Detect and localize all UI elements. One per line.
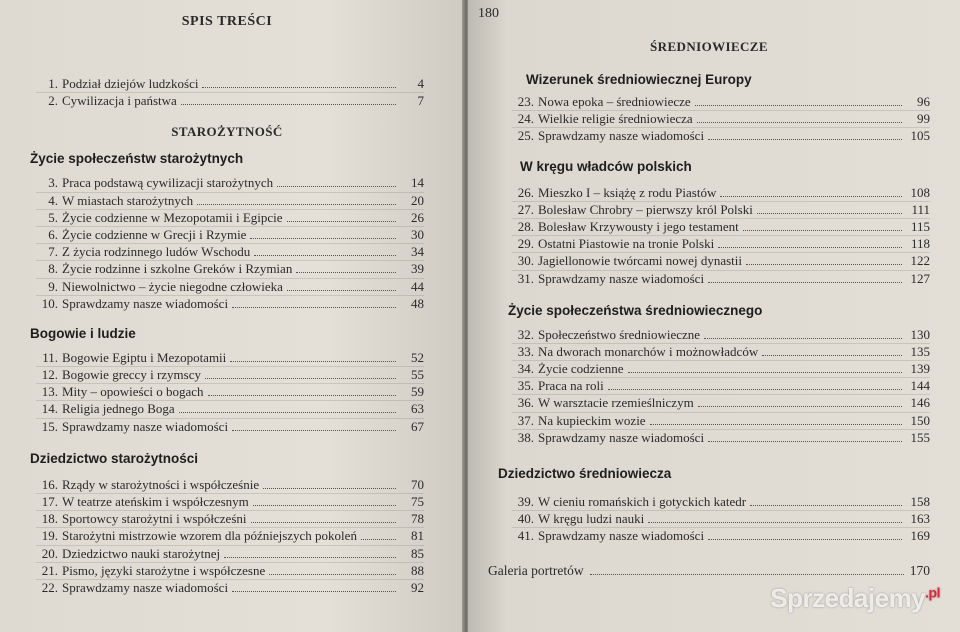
toc-entry: 14. Religia jednego Boga 63 xyxy=(36,400,424,417)
era-heading-middle-ages: ŚREDNIOWIECZE xyxy=(650,39,768,54)
toc-entry: 34. Życie codzienne 139 xyxy=(512,360,930,377)
toc-entry: 41. Sprawdzamy nasze wiadomości 169 xyxy=(512,527,930,544)
toc-entry: 22. Sprawdzamy nasze wiadomości 92 xyxy=(36,579,424,596)
section-title: W kręgu władców polskich xyxy=(520,158,692,174)
toc-entry: 17. W teatrze ateńskim i współczesnym 75 xyxy=(36,493,424,510)
toc-entry: 19. Starożytni mistrzowie wzorem dla późniejszych pokoleń 81 xyxy=(36,527,424,544)
section-title: Dziedzictwo starożytności xyxy=(30,450,199,466)
gallery-page: 170 xyxy=(909,562,930,578)
toc-entry: 40. W kręgu ludzi nauki 163 xyxy=(512,510,930,527)
toc-entry: 31. Sprawdzamy nasze wiadomości 127 xyxy=(512,270,930,287)
section-title: Życie społeczeństw starożytnych xyxy=(30,151,244,167)
toc-entry: 20. Dziedzictwo nauki starożytnej 85 xyxy=(36,545,424,562)
toc-entry: 21. Pismo, języki starożytne i współczesne 88 xyxy=(36,562,424,579)
section-entries xyxy=(512,94,930,145)
intro-entries xyxy=(36,76,424,109)
toc-entry: 36. W warsztacie rzemieślniczym 146 xyxy=(512,394,930,411)
toc-entry: 2. Cywilizacja i państwa 7 xyxy=(36,92,424,109)
toc-entry: 39. W cieniu romańskich i gotyckich katedr 158 xyxy=(517,494,930,509)
toc-entry: 33. Na dworach monarchów i możnowładców 135 xyxy=(512,343,930,360)
gallery-label: Galeria portretów xyxy=(488,562,584,578)
toc-entry: 25. Sprawdzamy nasze wiadomości 105 xyxy=(512,127,930,144)
toc-entry: 23. Nowa epoka – średniowiecze 96 xyxy=(517,94,930,109)
toc-entry: 5. Życie codzienne w Mezopotamii i Egipcie 26 xyxy=(36,209,424,226)
section-entries xyxy=(36,477,424,596)
toc-entry: 24. Wielkie religie średniowiecza 99 xyxy=(512,110,930,127)
toc-entry: 10. Sprawdzamy nasze wiadomości 48 xyxy=(36,295,424,312)
toc-entry: 30. Jagiellonowie twórcami nowej dynastii 122 xyxy=(512,252,930,269)
toc-entry: 26. Mieszko I – książę z rodu Piastów 108 xyxy=(517,184,930,200)
toc-entry: 9. Niewolnictwo – życie niegodne człowieka 44 xyxy=(36,278,424,295)
section-title: Wizerunek średniowiecznej Europy xyxy=(526,72,752,87)
page-number: 180 xyxy=(478,6,499,21)
era-heading-antiquity: STAROŻYTNOŚĆ xyxy=(171,124,283,140)
toc-entry: 28. Bolesław Krzywousty i jego testament 115 xyxy=(512,218,930,235)
toc-entry: 12. Bogowie greccy i rzymscy 55 xyxy=(36,366,424,383)
section-entries xyxy=(36,175,424,312)
section-title: Życie społeczeństwa średniowiecznego xyxy=(508,302,763,318)
section-entries xyxy=(512,185,930,287)
section-title: Bogowie i ludzie xyxy=(30,325,136,341)
toc-entry: 18. Sportowcy starożytni i współcześni 78 xyxy=(36,510,424,527)
toc-entry: 35. Praca na roli 144 xyxy=(512,377,930,394)
toc-entry: 16. Rządy w starożytności i współcześnie 70 xyxy=(41,476,424,492)
gallery-entry xyxy=(488,563,930,579)
toc-title: SPIS TREŚCI xyxy=(181,14,273,29)
section-entries xyxy=(512,494,930,545)
toc-entry: 38. Sprawdzamy nasze wiadomości 155 xyxy=(512,429,930,446)
toc-entry: 8. Życie rodzinne i szkolne Greków i Rzymian 39 xyxy=(36,260,424,277)
toc-entry: 1. Podział dziejów ludzkości 4 xyxy=(48,76,424,91)
toc-entry: 13. Mity – opowieści o bogach 59 xyxy=(36,383,424,400)
section-title: Dziedzictwo średniowiecza xyxy=(498,466,672,481)
toc-entry: 37. Na kupieckim wozie 150 xyxy=(512,412,930,429)
toc-entry: 4. W miastach starożytnych 20 xyxy=(36,192,424,209)
right-page xyxy=(468,0,960,632)
toc-entry: 3. Praca podstawą cywilizacji starożytnych 14 xyxy=(48,175,424,191)
section-entries xyxy=(36,350,424,435)
toc-entry: 7. Z życia rodzinnego ludów Wschodu 34 xyxy=(36,243,424,260)
left-page xyxy=(0,0,464,632)
toc-entry: 29. Ostatni Piastowie na tronie Polski 118 xyxy=(512,235,930,252)
toc-entry: 11. Bogowie Egiptu i Mezopotamii 52 xyxy=(42,349,424,365)
toc-entry: 6. Życie codzienne w Grecji i Rzymie 30 xyxy=(36,226,424,243)
toc-entry: 32. Społeczeństwo średniowieczne 130 xyxy=(517,326,930,342)
toc-entry: 15. Sprawdzamy nasze wiadomości 67 xyxy=(36,418,424,435)
section-entries xyxy=(512,327,930,446)
watermark-logo: Sprzedajemy$^{.pl}$ xyxy=(770,583,940,613)
toc-entry: 27. Bolesław Chrobry – pierwszy król Polski 111 xyxy=(512,201,930,218)
